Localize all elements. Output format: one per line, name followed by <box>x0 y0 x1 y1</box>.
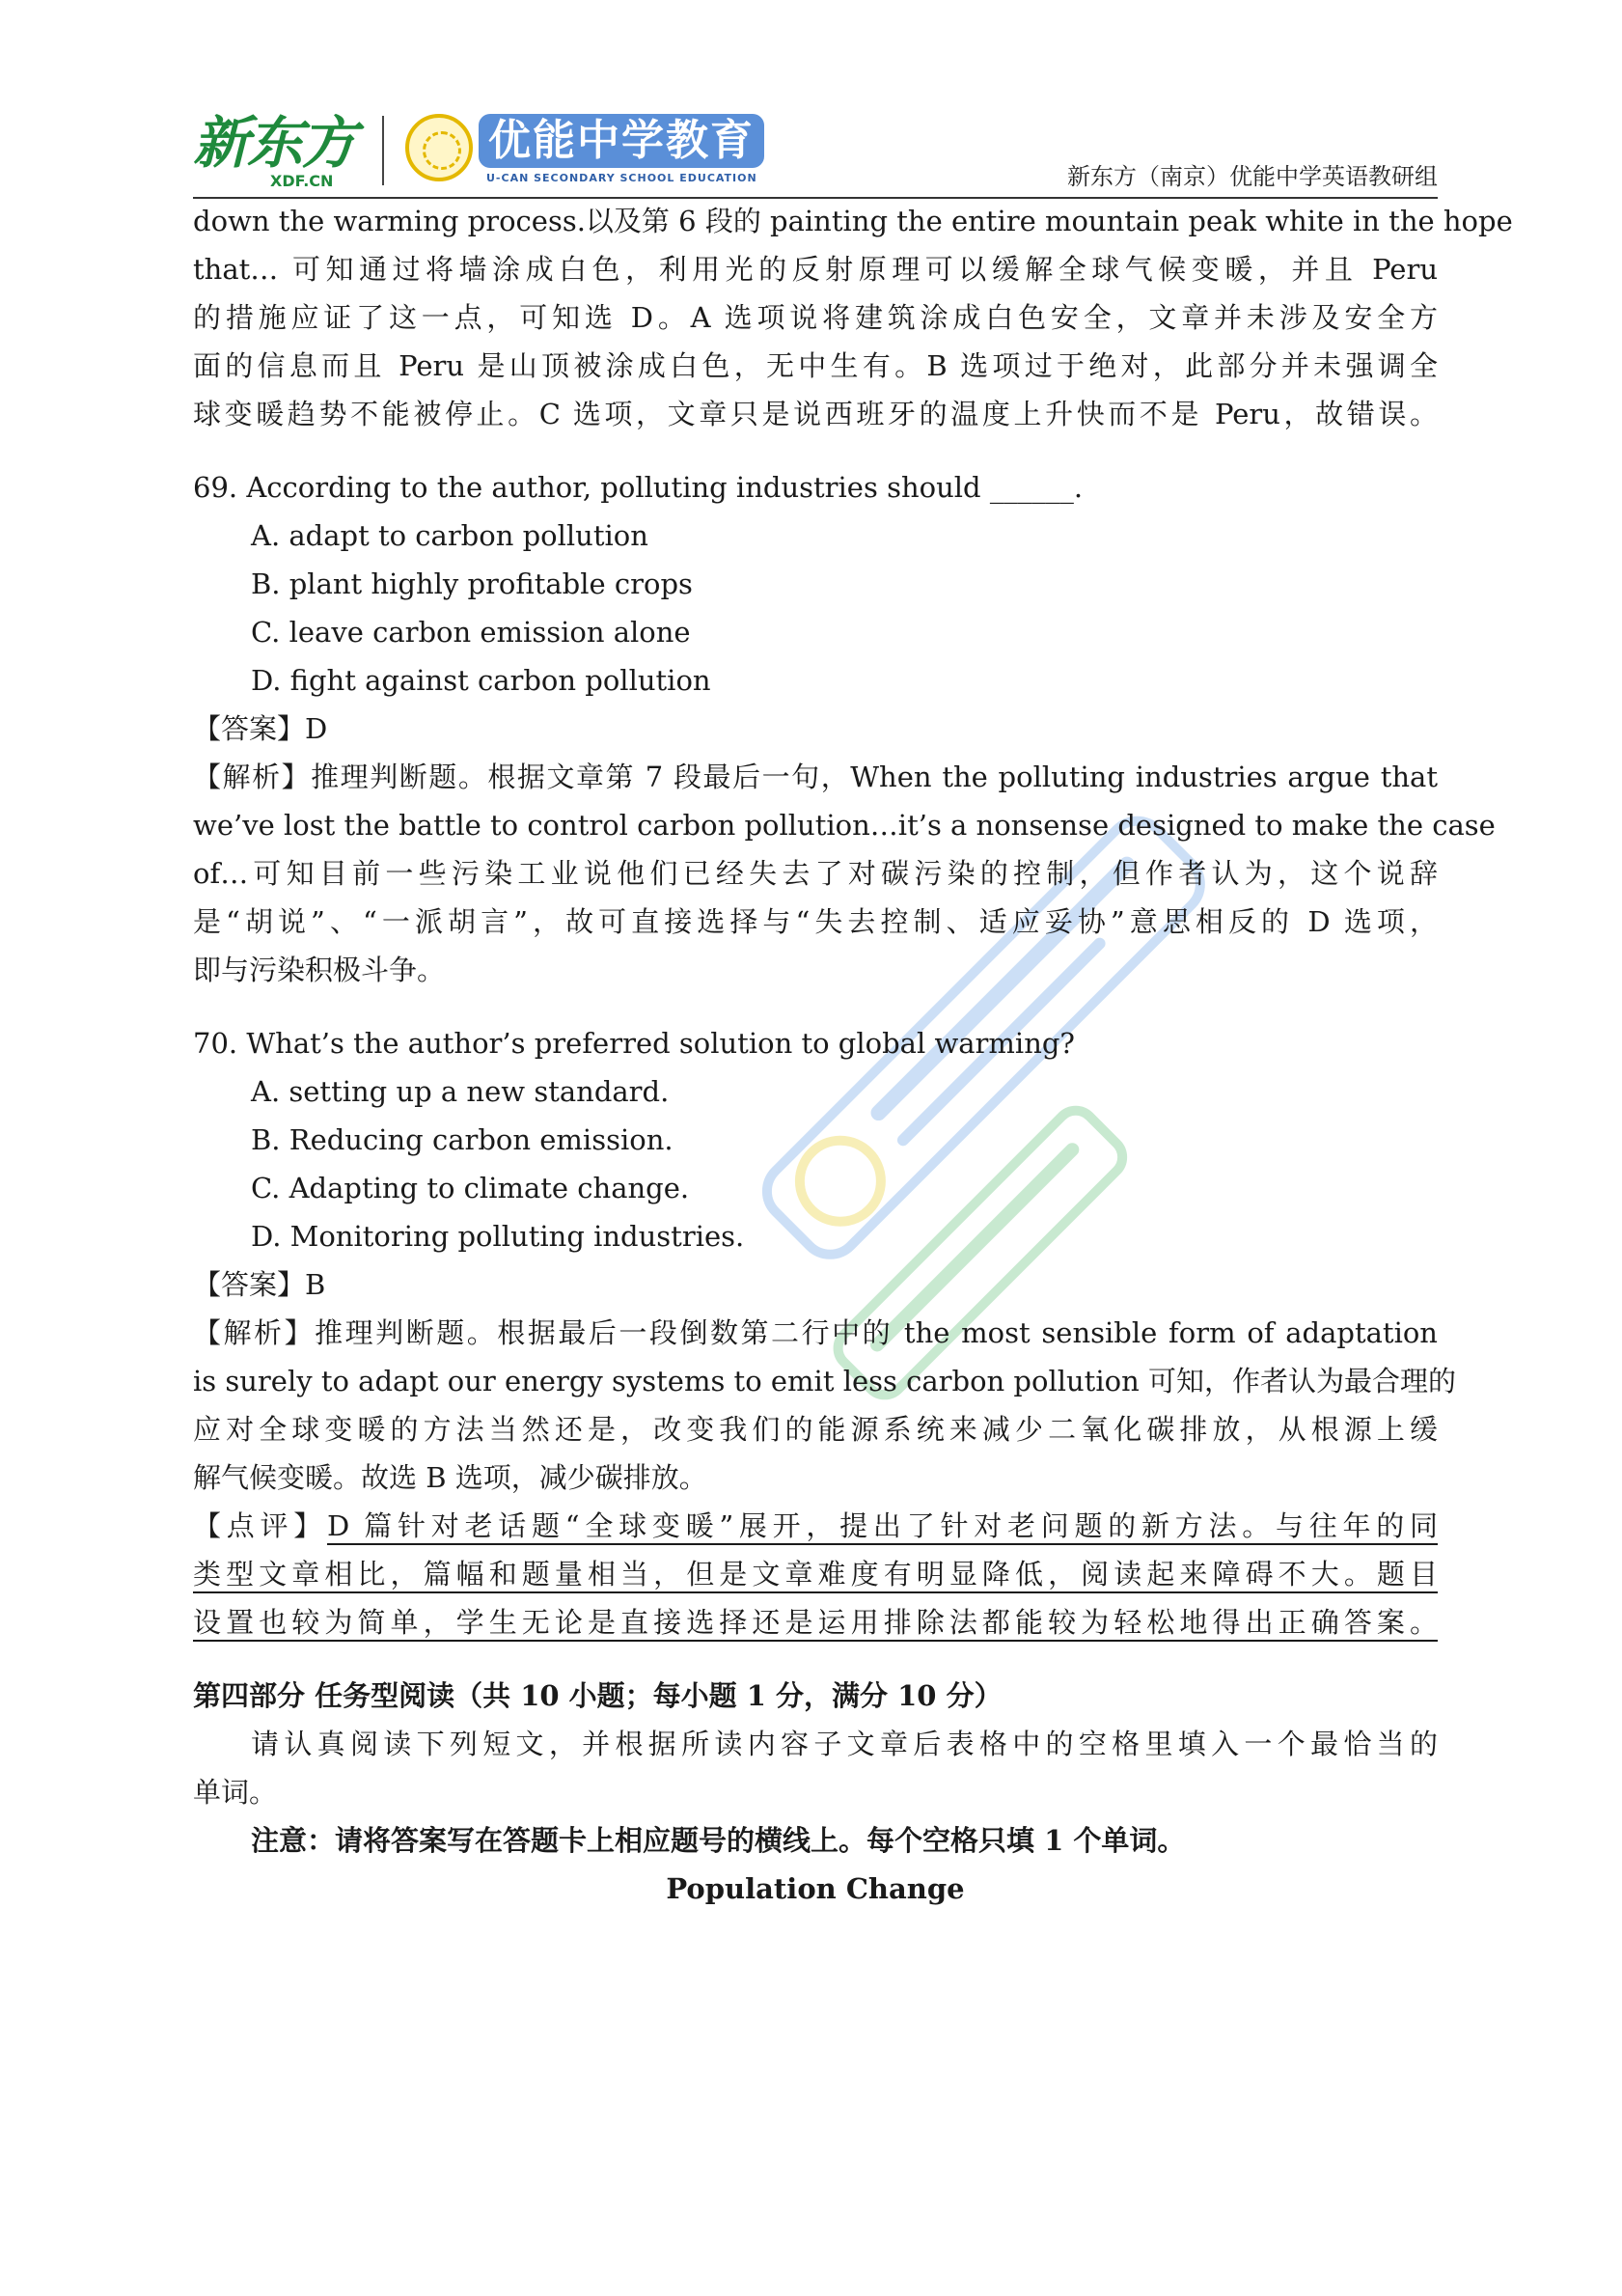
part-four <box>193 1672 1438 1913</box>
logo-divider <box>382 116 384 185</box>
question-69 <box>193 463 1496 994</box>
option-b: B. Reducing carbon emission. <box>251 1123 674 1156</box>
ucan-logo <box>405 114 907 191</box>
analysis-line: we’ve lost the battle to control carbon pollution…it’s a nonsense designed to make the case <box>193 809 1496 842</box>
option-a: A. setting up a new standard. <box>251 1075 670 1108</box>
analysis-line: 【解析】推理判断题。根据最后一段倒数第二行中的 the most sensible form of adaptation <box>193 1316 1438 1349</box>
comment-line: 类型文章相比，篇幅和题量相当，但是文章难度有明显降低，阅读起来障碍不大。题目 <box>193 1558 1438 1591</box>
question-70 <box>193 1019 1456 1502</box>
analysis-line: 即与污染积极斗争。 <box>193 954 446 986</box>
question-text: 69. According to the author, polluting industries should ______. <box>193 471 1084 504</box>
page-header <box>193 108 1438 199</box>
option-b: B. plant highly profitable crops <box>251 567 693 600</box>
previous-analysis <box>193 197 1513 438</box>
ucan-logo-text: 优能中学教育 <box>479 114 764 168</box>
analysis-line: 是“胡说”、“一派胡言”，故可直接选择与“失去控制、适应妥协”意思相反的 D 选项， <box>193 905 1438 938</box>
text-line: down the warming process.以及第 6 段的 painting the entire mountain peak white in the hope <box>193 205 1513 237</box>
text-line: 球变暖趋势不能被停止。C 选项，文章只是说西班牙的温度上升快而不是 Peru，故错误。 <box>193 398 1438 430</box>
option-d: D. Monitoring polluting industries. <box>251 1220 745 1253</box>
header-group-name: 新东方（南京）优能中学英语教研组 <box>1067 163 1438 190</box>
text-line: 的措施应证了这一点，可知选 D。A 选项说将建筑涂成白色安全，文章并未涉及安全方 <box>193 301 1438 334</box>
comment-block <box>193 1502 1438 1646</box>
analysis-line: 【解析】推理判断题。根据文章第 7 段最后一句，When the polluting industries argue that <box>193 761 1438 793</box>
analysis-line: 应对全球变暖的方法当然还是，改变我们的能源系统来减少二氧化碳排放，从根源上缓 <box>193 1413 1438 1446</box>
document-body <box>193 197 1513 1913</box>
option-d: D. fight against carbon pollution <box>251 664 711 697</box>
comment-text: D 篇针对老话题“全球变暖”展开，提出了针对老问题的新方法。与往年的同 <box>327 1509 1438 1542</box>
analysis-line: is surely to adapt our energy systems to emit less carbon pollution 可知，作者认为最合理的 <box>193 1365 1456 1397</box>
xdf-logo <box>193 110 356 190</box>
answer: 【答案】D <box>193 712 328 745</box>
instruction-line: 单词。 <box>193 1776 278 1809</box>
xdf-logo-sub: XDF.CN <box>270 172 334 190</box>
xdf-logo-text: 新东方 <box>193 110 356 176</box>
analysis-line: of…可知目前一些污染工业说他们已经失去了对碳污染的控制，但作者认为，这个说辞 <box>193 857 1438 890</box>
option-c: C. Adapting to climate change. <box>251 1172 690 1204</box>
comment-line <box>193 1502 1438 1550</box>
analysis-line: 解气候变暖。故选 B 选项，减少碳排放。 <box>193 1461 707 1494</box>
note-line: 注意：请将答案写在答题卡上相应题号的横线上。每个空格只填 1 个单词。 <box>251 1824 1186 1857</box>
text-line: 面的信息而且 Peru 是山顶被涂成白色，无中生有。B 选项过于绝对，此部分并未强调全 <box>193 349 1438 382</box>
question-text: 70. What’s the author’s preferred solution to global warming? <box>193 1027 1075 1060</box>
answer: 【答案】B <box>193 1268 326 1301</box>
ucan-logo-sub: U-CAN SECONDARY SCHOOL EDUCATION <box>486 172 757 184</box>
option-a: A. adapt to carbon pollution <box>251 519 648 552</box>
section-heading: 第四部分 任务型阅读（共 10 小题；每小题 1 分，满分 10 分） <box>193 1679 1003 1712</box>
instruction-line: 请认真阅读下列短文，并根据所读内容子文章后表格中的空格里填入一个最恰当的 <box>251 1728 1438 1760</box>
ucan-emblem-icon <box>405 114 473 181</box>
comment-label: 【点评】 <box>193 1509 328 1542</box>
passage-title: Population Change <box>666 1872 965 1905</box>
option-c: C. leave carbon emission alone <box>251 616 691 649</box>
text-line: that… 可知通过将墙涂成白色，利用光的反射原理可以缓解全球气候变暖，并且 Peru <box>193 253 1438 286</box>
comment-line: 设置也较为简单，学生无论是直接选择还是运用排除法都能较为轻松地得出正确答案。 <box>193 1606 1438 1639</box>
